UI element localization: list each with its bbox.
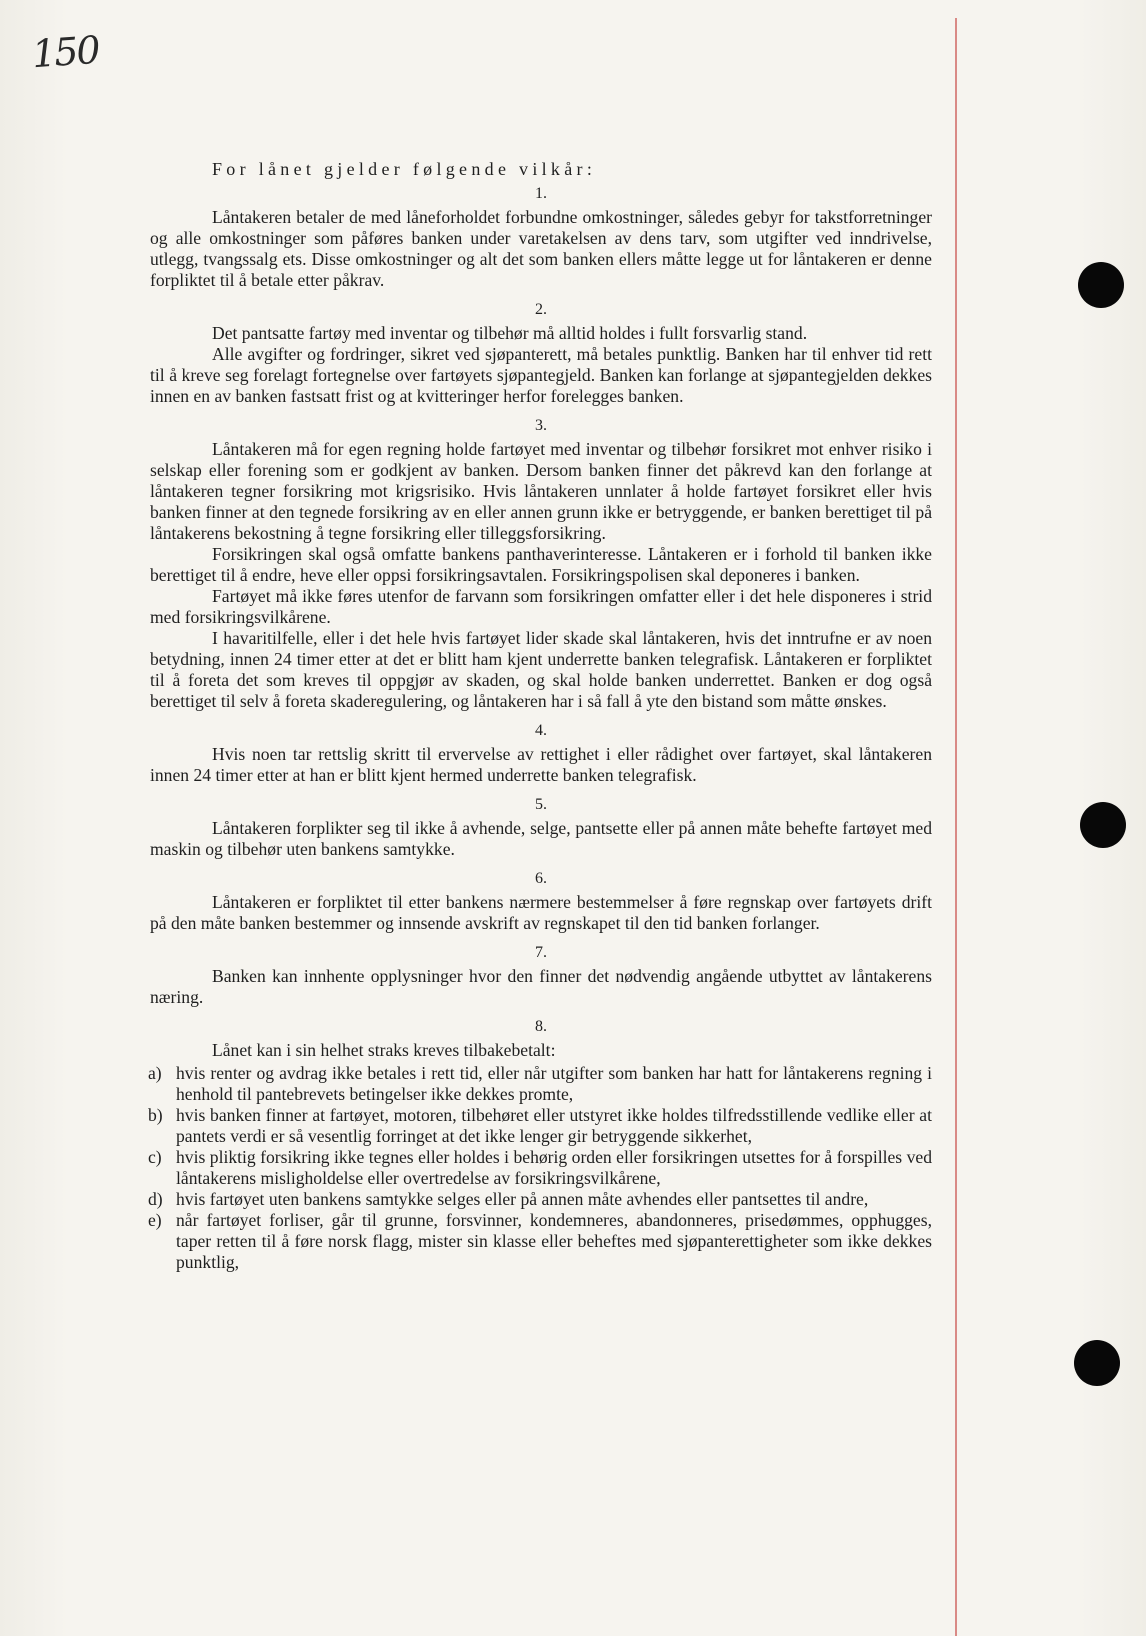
list-letter: d) xyxy=(148,1189,163,1209)
punch-hole-icon xyxy=(1080,802,1126,848)
section-number: 4. xyxy=(535,722,547,739)
list-item xyxy=(148,1105,932,1147)
section-number: 8. xyxy=(535,1018,547,1035)
list-text: hvis renter og avdrag ikke betales i rett tid, eller når utgifter som banken har hatt for låntakerens regning i henhold til pantebrevets betingelser ikke dekkes promte, xyxy=(176,1063,932,1104)
paragraph: Fartøyet må ikke føres utenfor de farvann som forsikringen omfatter eller i det hele disponeres i strid med forsikringsvilkårene. xyxy=(150,586,932,627)
paragraph: Forsikringen skal også omfatte bankens panthaverinteresse. Låntakeren er i forhold til banken ikke berettiget til å endre, heve eller oppsi forsikringsavtalen. Forsikringspolisen skal deponeres i banken. xyxy=(150,544,932,585)
list-item xyxy=(148,1147,932,1189)
paragraph: Lånet kan i sin helhet straks kreves tilbakebetalt: xyxy=(212,1040,556,1060)
document-body xyxy=(150,158,932,1273)
list-letter: b) xyxy=(148,1105,163,1125)
list-item xyxy=(148,1189,932,1210)
repayment-conditions-list xyxy=(148,1063,932,1273)
list-text: når fartøyet forliser, går til grunne, forsvinner, kondemneres, abandonneres, prisedømmes, opphugges, taper retten til å føre norsk flagg, mister sin klasse eller beheftes med sjøpanterettigheter som ikke dekkes punktlig, xyxy=(176,1210,932,1272)
list-text: hvis banken finner at fartøyet, motoren, tilbehøret eller utstyret ikke holdes tilfredsstillende vedlike eller at pantets verdi er så vesentlig forringet at det ikke lenger gir betryggende sikkerhet, xyxy=(176,1105,932,1146)
section-number: 7. xyxy=(535,944,547,961)
section-number: 6. xyxy=(535,870,547,887)
paragraph: Banken kan innhente opplysninger hvor den finner det nødvendig angående utbyttet av låntakerens næring. xyxy=(150,966,932,1007)
list-item xyxy=(148,1210,932,1273)
paragraph: Hvis noen tar rettslig skritt til ervervelse av rettighet i eller rådighet over fartøyet, skal låntakeren innen 24 timer etter at han er blitt kjent hermed underrette banken telegrafisk. xyxy=(150,744,932,785)
red-margin-line xyxy=(955,18,957,1636)
section-number: 1. xyxy=(535,185,547,202)
section-number: 3. xyxy=(535,417,547,434)
page-number: 150 xyxy=(30,27,100,77)
list-letter: e) xyxy=(148,1210,162,1230)
list-text: hvis pliktig forsikring ikke tegnes eller holdes i behørig orden eller forsikringen utsettes for å forspilles ved låntakerens misligholdelse eller overtredelse av forsikringsvilkårene, xyxy=(176,1147,932,1188)
punch-hole-icon xyxy=(1078,262,1124,308)
paragraph: Låntakeren forplikter seg til ikke å avhende, selge, pantsette eller på annen måte behefte fartøyet med maskin og tilbehør uten bankens samtykke. xyxy=(150,818,932,859)
paragraph: Låntakeren betaler de med låneforholdet forbundne omkostninger, således gebyr for takstforretninger og alle omkostninger som påføres banken under varetakelsen av dens tarv, som utgifter ved inndrivelse, utlegg, tvangssalg ets. Disse omkostninger og alt det som banken ellers måtte legge ut for låntakeren er denne forpliktet til å betale etter påkrav. xyxy=(150,207,932,290)
paragraph: I havaritilfelle, eller i det hele hvis fartøyet lider skade skal låntakeren, hvis det inntrufne er av noen betydning, innen 24 timer etter at det er blitt ham kjent underrette banken telegrafisk. Låntakeren er forpliktet til å foreta det som kreves til oppgjør av skaden, og skal holde banken underrettet. Banken er dog også berettiget til selv å foreta skaderegulering, og låntakeren har i så fall å yte den bistand som måtte ønskes. xyxy=(150,628,932,711)
paragraph: Låntakeren må for egen regning holde fartøyet med inventar og tilbehør forsikret mot enhver risiko i selskap eller forening som er godkjent av banken. Dersom banken finner det påkrevd kan den forlange at låntakeren tegner forsikring mot krigsrisiko. Hvis låntakeren unnlater å holde fartøyet forsikret eller hvis banken finner at den tegnede forsikring av en eller annen grunn ikke er betryggende, er banken berettiget til på låntakerens bekostning å tegne forsikring eller tilleggsforsikring. xyxy=(150,439,932,543)
paragraph: Det pantsatte fartøy med inventar og tilbehør må alltid holdes i fullt forsvarlig stand. xyxy=(212,323,808,343)
list-item xyxy=(148,1063,932,1105)
paragraph: Alle avgifter og fordringer, sikret ved sjøpanterett, må betales punktlig. Banken har til enhver tid rett til å kreve seg forelagt fortegnelse over fartøyets sjøpantegjeld. Banken kan forlange at sjøpantegjelden dekkes innen en av banken fastsatt frist og at kvitteringer herfor forelegges banken. xyxy=(150,344,932,406)
list-letter: a) xyxy=(148,1063,162,1083)
list-text: hvis fartøyet uten bankens samtykke selges eller på annen måte avhendes eller pantsettes til andre, xyxy=(176,1189,869,1209)
terms-heading: For lånet gjelder følgende vilkår: xyxy=(212,159,597,179)
paragraph: Låntakeren er forpliktet til etter bankens nærmere bestemmelser å føre regnskap over fartøyets drift på den måte banken bestemmer og innsende avskrift av regnskapet til den tid banken forlanger. xyxy=(150,892,932,933)
section-number: 5. xyxy=(535,796,547,813)
list-letter: c) xyxy=(148,1147,162,1167)
section-number: 2. xyxy=(535,301,547,318)
punch-hole-icon xyxy=(1074,1340,1120,1386)
